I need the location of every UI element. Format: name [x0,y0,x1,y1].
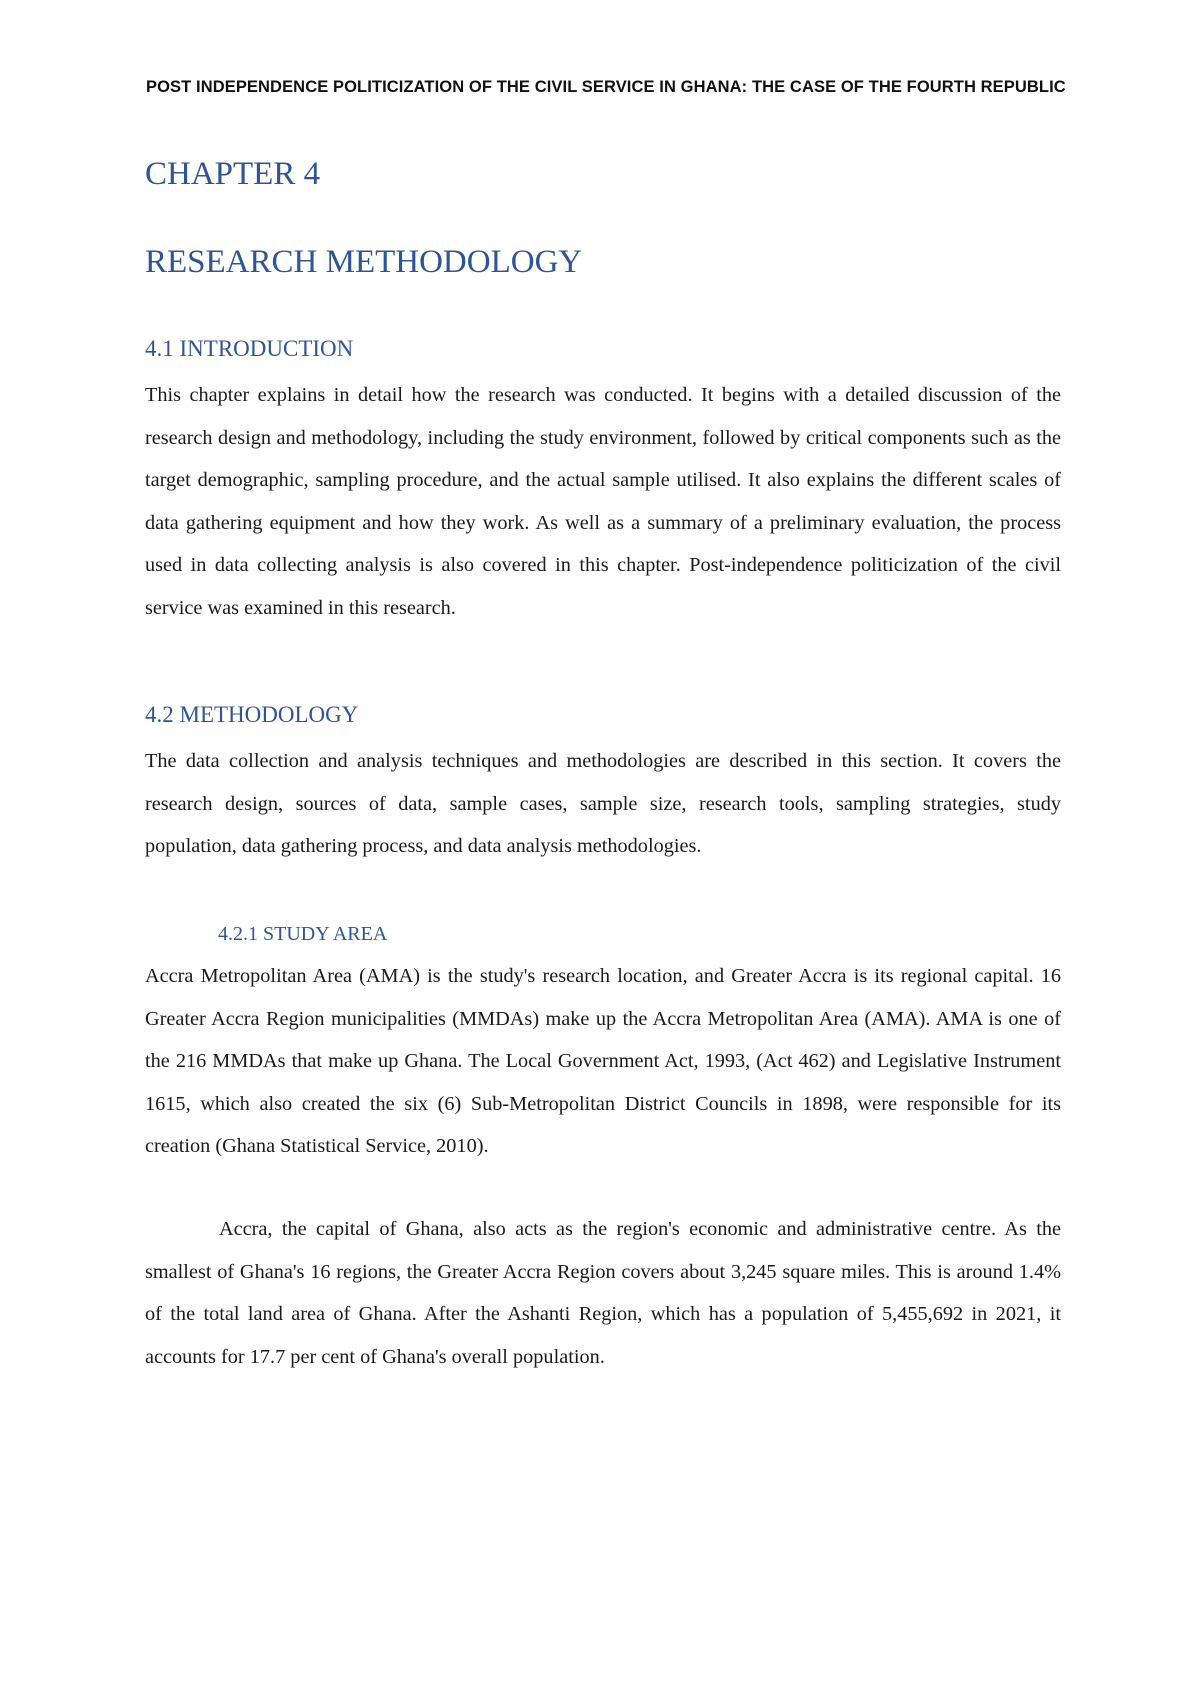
paragraph-study-area-1: Accra Metropolitan Area (AMA) is the study's research location, and Greater Accra is its regional capital. 16 Greater Accra Region municipalities (MMDAs) make up the Accra Metropolitan Area (AMA). AMA is one of the 216 MMDAs that make up Ghana. The Local Government Act, 1993, (Act 462) and Legislative Instrument 1615, which also created the six (6) Sub-Metropolitan District Councils in 1898, were responsible for its creation (Ghana Statistical Service, 2010). [145,965,1061,1157]
running-header: POST INDEPENDENCE POLITICIZATION OF THE CIVIL SERVICE IN GHANA: THE CASE OF THE FOURTH REPUBLIC [146,78,1066,96]
paragraph-introduction: This chapter explains in detail how the research was conducted. It begins with a detailed discussion of the research design and methodology, including the study environment, followed by critical components such as the target demographic, sampling procedure, and the actual sample utilised. It also explains the different scales of data gathering equipment and how they work. As well as a summary of a preliminary evaluation, the process used in data collecting analysis is also covered in this chapter. Post-independence politicization of the civil service was examined in this research. [145,384,1061,619]
section-heading-introduction: 4.1 INTRODUCTION [145,336,354,361]
chapter-title: RESEARCH METHODOLOGY [145,244,583,280]
paragraph-methodology: The data collection and analysis techniques and methodologies are described in this section. It covers the research design, sources of data, sample cases, sample size, research tools, sampling strategies, study population, data gathering process, and data analysis methodologies. [145,750,1061,857]
subsection-heading-study-area: 4.2.1 STUDY AREA [218,923,388,945]
chapter-number: CHAPTER 4 [145,156,321,192]
paragraph-study-area-2: Accra, the capital of Ghana, also acts as the region's economic and administrative centre. As the smallest of Ghana's 16 regions, the Greater Accra Region covers about 3,245 square miles. This is around 1.4% of the total land area of Ghana. After the Ashanti Region, which has a population of 5,455,692 in 2021, it accounts for 17.7 per cent of Ghana's overall population. [145,1218,1061,1368]
section-heading-methodology: 4.2 METHODOLOGY [145,702,359,727]
